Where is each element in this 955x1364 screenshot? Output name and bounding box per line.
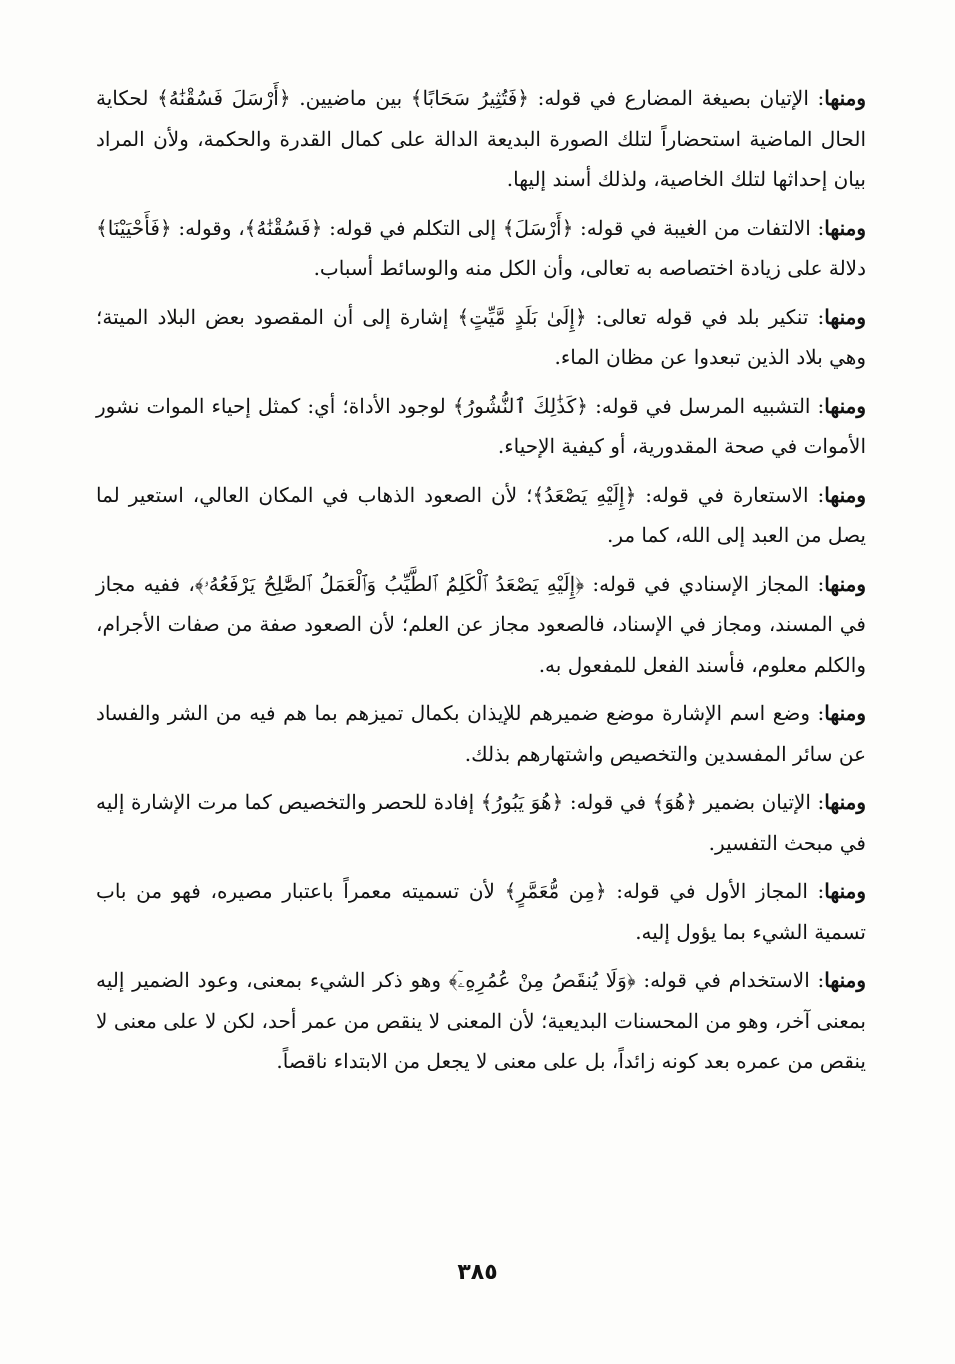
paragraph-text: : وضع اسم الإشارة موضع ضميرهم للإيذان بكمال تميزهم بما هم فيه من الشر والفساد عن سائر المفسدين والتخصيص واشتهارهم بذلك.	[96, 701, 866, 766]
paragraph-lead: ومنها	[824, 879, 866, 903]
paragraph-text: : الاستخدام في قوله: ﴿وَلَا يُنقَصُ مِنْ عُمُرِهِۦٓ﴾ وهو ذكر الشيء بمعنى، وعود الضمير إليه بمعنى آخر، وهو من المحسنات البديعية؛ لأن المعنى لا ينقص من عمر أحد، لكن لا على معنى لا ينقص من عمره بعد كونه زائداً، بل على معنى لا يجعل من الابتداء ناقصاً.	[96, 968, 866, 1073]
paragraph-4	[96, 386, 866, 467]
paragraph-lead: ومنها	[824, 393, 866, 418]
paragraph-5	[96, 475, 866, 556]
paragraph-3	[96, 297, 866, 378]
paragraph-2	[96, 208, 866, 289]
paragraph-7	[96, 693, 866, 774]
body-text	[96, 78, 866, 1090]
paragraph-text: : المجاز الإسنادي في قوله: ﴿إِلَيْهِ يَصْعَدُ ٱلْكَلِمُ ٱلطَّيِّبُ وَٱلْعَمَلُ ٱلصَّٰلِحُ يَرْفَعُهُۥ﴾، ففيه مجاز في المسند، ومجاز في الإسناد، فالصعود مجاز عن العلم؛ لأن الصعود صفة من صفات الأجرام، والكلم معلوم، فأسند الفعل للمفعول به.	[96, 571, 866, 677]
paragraph-6	[96, 564, 866, 686]
paragraph-lead: ومنها	[824, 482, 866, 507]
paragraph-text: : الاستعارة في قوله: ﴿إِلَيْهِ يَصْعَدُ﴾؛ لأن الصعود الذهاب في المكان العالي، استعير لما يصل من العبد إلى الله، كما مر.	[96, 482, 866, 547]
page-number: ٣٨٥	[457, 1260, 498, 1285]
paragraph-lead: ومنها	[824, 304, 866, 329]
paragraph-10	[96, 960, 866, 1082]
paragraph-text: : التشبيه المرسل في قوله: ﴿كَذَٰلِكَ ٱلنُّشُورُ﴾ لوجود الأداة؛ أي: كمثل إحياء الموات نشور الأموات في صحة المقدورية، أو كيفية الإحياء.	[96, 393, 866, 458]
paragraph-text: : المجاز الأول في قوله: ﴿مِن مُّعَمَّرٍ﴾ لأن تسميته معمراً باعتبار مصيره، فهو من باب تسمية الشيء بما يؤول إليه.	[96, 879, 866, 944]
paragraph-9	[96, 871, 866, 952]
paragraph-lead: ومنها	[824, 790, 866, 814]
paragraph-lead: ومنها	[824, 215, 866, 240]
paragraph-text: : الإتيان بضمير ﴿هُوَ﴾ في قوله: ﴿هُوَ يَبُورُ﴾ إفادة للحصر والتخصيص كما مرت الإشارة إليه في مبحث التفسير.	[96, 790, 866, 855]
paragraph-8	[96, 782, 866, 863]
paragraph-lead: ومنها	[824, 571, 866, 596]
paragraph-lead: ومنها	[824, 86, 866, 110]
paragraph-1	[96, 78, 866, 200]
paragraph-text: : الالتفات من الغيبة في قوله: ﴿أَرْسَلَ﴾ إلى التكلم في قوله: ﴿فَسُقْنَٰهُ﴾، وقوله: ﴿فَأَحْيَيْنَا﴾ دلالة على زيادة اختصاصه به تعالى، وأن الكل منه والوسائط أسباب.	[96, 215, 866, 280]
paragraph-text: : الإتيان بصيغة المضارع في قوله: ﴿فَتُثِيرُ سَحَابًا﴾ بين ماضيين. ﴿أَرْسَلَ فَسُقْنَٰهُ﴾ لحكاية الحال الماضية استحضاراً لتلك الصورة البديعة الدالة على كمال القدرة والحكمة، ولأن المراد بيان إحداثها لتلك الخاصية، ولذلك أسند إليها.	[96, 86, 866, 191]
paragraph-text: : تنكير بلد في قوله تعالى: ﴿إِلَىٰ بَلَدٍ مَّيِّتٍ﴾ إشارة إلى أن المقصود بعض البلاد الميتة؛ وهي بلاد الذين تبعدوا عن مظان الماء.	[96, 304, 866, 369]
paragraph-lead: ومنها	[824, 968, 866, 992]
paragraph-lead: ومنها	[824, 701, 866, 725]
